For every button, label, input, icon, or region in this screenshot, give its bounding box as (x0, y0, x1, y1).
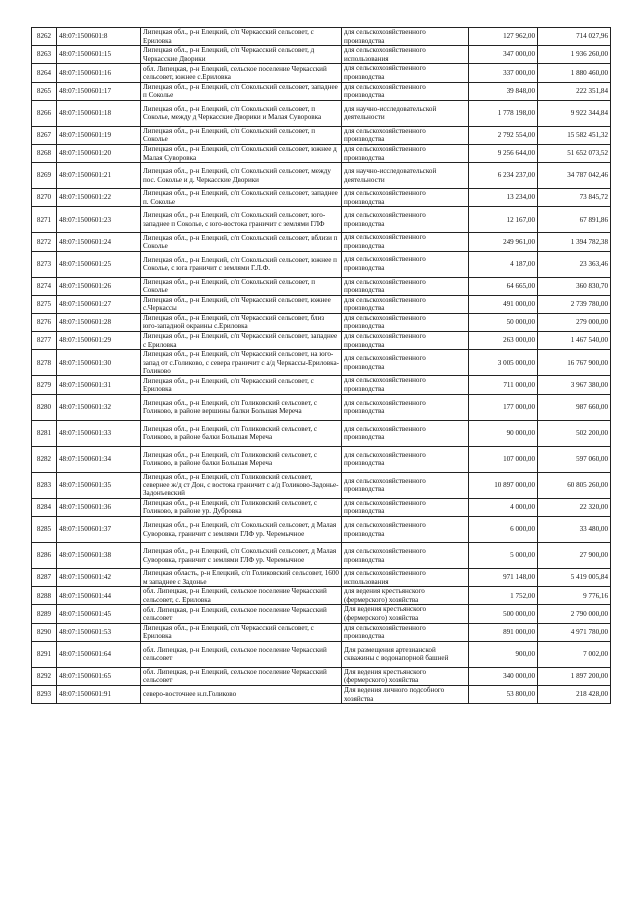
row-number-cell: 8262 (32, 28, 57, 46)
cadastral-value-cell: 1 897 200,00 (538, 667, 611, 685)
area-cell: 4 187,00 (469, 251, 538, 277)
table-row (32, 126, 611, 144)
land-use-cell: Для ведения крестьянского (фермерского) хозяйства (342, 605, 469, 623)
cadastral-value-cell: 1 467 540,00 (538, 332, 611, 350)
cadastral-number-cell: 48:07:1500601:21 (57, 163, 141, 189)
table-row (32, 420, 611, 446)
row-number-cell: 8287 (32, 569, 57, 587)
address-cell: Липецкая обл., р-н Елецкий, с/п Голиковский сельсовет, с Голиково, в районе вершины балки Большая Мереча (141, 394, 342, 420)
area-cell: 5 000,00 (469, 543, 538, 569)
row-number-cell: 8279 (32, 376, 57, 394)
row-number-cell: 8268 (32, 144, 57, 162)
area-cell: 177 000,00 (469, 394, 538, 420)
address-cell: Липецкая обл., р-н Елецкий, с/п Черкасский сельсовет, с Ериловка (141, 623, 342, 641)
table-body (32, 28, 611, 704)
address-cell: обл. Липецкая, р-н Елецкий, сельское поселение Черкасский сельсовет (141, 641, 342, 667)
area-cell: 90 000,00 (469, 420, 538, 446)
cadastral-number-cell: 48:07:1500601:25 (57, 251, 141, 277)
land-use-cell: для сельскохозяйственного производства (342, 350, 469, 376)
table-row (32, 472, 611, 498)
table-row (32, 350, 611, 376)
address-cell: Липецкая обл., р-н Елецкий, с/п Черкасский сельсовет, с Ериловка (141, 28, 342, 46)
row-number-cell: 8272 (32, 233, 57, 251)
address-cell: Липецкая обл., р-н Елецкий, с/п Черкасский сельсовет, на юго-запад от с.Голиково, с севера граничит с а/д Черкассы-Ериловка-Голиково (141, 350, 342, 376)
cadastral-value-cell: 714 027,96 (538, 28, 611, 46)
area-cell: 900,00 (469, 641, 538, 667)
land-use-cell: для сельскохозяйственного производства (342, 28, 469, 46)
row-number-cell: 8277 (32, 332, 57, 350)
cadastral-value-cell: 51 652 073,52 (538, 144, 611, 162)
cadastral-value-cell: 22 320,00 (538, 498, 611, 516)
land-use-cell: для сельскохозяйственного производства (342, 64, 469, 82)
row-number-cell: 8289 (32, 605, 57, 623)
table-row (32, 605, 611, 623)
address-cell: обл. Липецкая, р-н Елецкий, сельское поселение Черкасский сельсовет (141, 667, 342, 685)
table-row (32, 446, 611, 472)
row-number-cell: 8280 (32, 394, 57, 420)
cadastral-number-cell: 48:07:1500601:34 (57, 446, 141, 472)
row-number-cell: 8292 (32, 667, 57, 685)
row-number-cell: 8283 (32, 472, 57, 498)
row-number-cell: 8271 (32, 207, 57, 233)
cadastral-number-cell: 48:07:1500601:53 (57, 623, 141, 641)
cadastral-number-cell: 48:07:1500601:32 (57, 394, 141, 420)
row-number-cell: 8276 (32, 313, 57, 331)
cadastral-value-cell: 34 787 042,46 (538, 163, 611, 189)
cadastral-number-cell: 48:07:1500601:28 (57, 313, 141, 331)
cadastral-value-cell: 23 363,46 (538, 251, 611, 277)
land-use-cell: для сельскохозяйственного производства (342, 313, 469, 331)
area-cell: 1 752,00 (469, 587, 538, 605)
address-cell: обл. Липецкая, р-н Елецкий, сельское поселение Черкасский сельсовет, южнее с.Ериловка (141, 64, 342, 82)
cadastral-value-cell: 27 900,00 (538, 543, 611, 569)
row-number-cell: 8285 (32, 517, 57, 543)
address-cell: Липецкая обл., р-н Елецкий, с/п Черкасский сельсовет, близ юго-западной окраины с.Ериловка (141, 313, 342, 331)
cadastral-number-cell: 48:07:1500601:24 (57, 233, 141, 251)
cadastral-value-cell: 5 419 005,84 (538, 569, 611, 587)
area-cell: 6 234 237,00 (469, 163, 538, 189)
cadastral-value-cell: 60 805 260,00 (538, 472, 611, 498)
land-use-cell: для сельскохозяйственного производства (342, 189, 469, 207)
land-use-cell: для ведения крестьянского (фермерского) хозяйства (342, 587, 469, 605)
land-use-cell: для научно-исследовательской деятельности (342, 163, 469, 189)
table-row (32, 82, 611, 100)
cadastral-number-cell: 48:07:1500601:26 (57, 277, 141, 295)
row-number-cell: 8269 (32, 163, 57, 189)
address-cell: Липецкая обл., р-н Елецкий, с/п Голиковский сельсовет, севернее ж/д ст Дон, с востока граничит с а/д Голиково-Задонье-Задонъевский (141, 472, 342, 498)
cadastral-number-cell: 48:07:1500601:15 (57, 46, 141, 64)
address-cell: Липецкая обл., р-н Елецкий, с/п Черкасский сельсовет, западнее с Ериловка (141, 332, 342, 350)
address-cell: Липецкая обл., р-н Елецкий, с/п Сокольский сельсовет, западнее п. Соколье (141, 189, 342, 207)
cadastral-value-cell: 1 394 782,38 (538, 233, 611, 251)
land-use-cell: для сельскохозяйственного производства (342, 472, 469, 498)
area-cell: 13 234,00 (469, 189, 538, 207)
cadastral-number-cell: 48:07:1500601:17 (57, 82, 141, 100)
land-use-cell: для сельскохозяйственного производства (342, 623, 469, 641)
row-number-cell: 8275 (32, 295, 57, 313)
cadastral-number-cell: 48:07:1500601:65 (57, 667, 141, 685)
table-row (32, 686, 611, 704)
table-row (32, 313, 611, 331)
cadastral-value-cell: 3 967 380,00 (538, 376, 611, 394)
table-row (32, 394, 611, 420)
cadastral-value-cell: 1 936 260,00 (538, 46, 611, 64)
land-use-cell: Для ведения личного подсобного хозяйства (342, 686, 469, 704)
cadastral-value-cell: 15 582 451,32 (538, 126, 611, 144)
area-cell: 249 961,00 (469, 233, 538, 251)
land-use-cell: для сельскохозяйственного производства (342, 144, 469, 162)
address-cell: Липецкая обл., р-н Елецкий, с/п Сокольский сельсовет, п Соколье, между д Черкасские Дворики и Малая Суворовка (141, 100, 342, 126)
area-cell: 971 148,00 (469, 569, 538, 587)
table-row (32, 100, 611, 126)
area-cell: 347 000,00 (469, 46, 538, 64)
table-row (32, 376, 611, 394)
address-cell: Липецкая обл., р-н Елецкий, с/п Черкасский сельсовет, с Ериловка (141, 376, 342, 394)
cadastral-value-cell: 502 200,00 (538, 420, 611, 446)
cadastral-number-cell: 48:07:1500601:33 (57, 420, 141, 446)
row-number-cell: 8274 (32, 277, 57, 295)
address-cell: Липецкая обл., р-н Елецкий, с/п Черкасский сельсовет, южнее с.Черкассы (141, 295, 342, 313)
row-number-cell: 8273 (32, 251, 57, 277)
row-number-cell: 8288 (32, 587, 57, 605)
cadastral-value-cell: 73 845,72 (538, 189, 611, 207)
cadastral-value-cell: 279 000,00 (538, 313, 611, 331)
area-cell: 337 000,00 (469, 64, 538, 82)
table-row (32, 332, 611, 350)
cadastral-value-cell: 1 880 460,00 (538, 64, 611, 82)
cadastral-value-cell: 987 660,00 (538, 394, 611, 420)
cadastral-value-cell: 9 922 344,84 (538, 100, 611, 126)
area-cell: 3 005 000,00 (469, 350, 538, 376)
cadastral-value-cell: 597 060,00 (538, 446, 611, 472)
table-row (32, 295, 611, 313)
cadastral-value-cell: 2 790 000,00 (538, 605, 611, 623)
table-row (32, 543, 611, 569)
table-row (32, 207, 611, 233)
table-row (32, 189, 611, 207)
land-use-cell: Для ведения крестьянского (фермерского) хозяйства (342, 667, 469, 685)
cadastral-number-cell: 48:07:1500601:44 (57, 587, 141, 605)
area-cell: 50 000,00 (469, 313, 538, 331)
area-cell: 10 897 000,00 (469, 472, 538, 498)
row-number-cell: 8263 (32, 46, 57, 64)
address-cell: Липецкая обл., р-н Елецкий, с/п Сокольский сельсовет, д Малая Суворовка, граничит с землями ГЛФ ур. Черемычное (141, 543, 342, 569)
table-row (32, 517, 611, 543)
address-cell: Липецкая обл., р-н Елецкий, с/п Голиковский сельсовет, с Голиково, в районе ур. Дубровка (141, 498, 342, 516)
table-row (32, 233, 611, 251)
land-use-cell: для сельскохозяйственного использования (342, 46, 469, 64)
area-cell: 4 000,00 (469, 498, 538, 516)
table-row (32, 46, 611, 64)
cadastral-value-cell: 33 480,00 (538, 517, 611, 543)
address-cell: обл. Липецкая, р-н Елецкий, сельское поселение Черкасский сельсовет, с. Ериловка (141, 587, 342, 605)
area-cell: 107 000,00 (469, 446, 538, 472)
land-use-cell: для научно-исследовательской деятельности (342, 100, 469, 126)
address-cell: Липецкая обл., р-н Елецкий, с/п Сокольский сельсовет, западнее п Соколье (141, 82, 342, 100)
cadastral-number-cell: 48:07:1500601:8 (57, 28, 141, 46)
row-number-cell: 8278 (32, 350, 57, 376)
cadastral-value-cell: 9 776,16 (538, 587, 611, 605)
land-use-cell: для сельскохозяйственного производства (342, 394, 469, 420)
cadastral-number-cell: 48:07:1500601:19 (57, 126, 141, 144)
table-row (32, 163, 611, 189)
cadastral-number-cell: 48:07:1500601:45 (57, 605, 141, 623)
address-cell: Липецкая обл., р-н Елецкий, с/п Сокольский сельсовет, юго-западнее п Соколье, с юго-востока граничит с землями ГЛФ (141, 207, 342, 233)
address-cell: обл. Липецкая, р-н Елецкий, сельское поселение Черкасский сельсовет (141, 605, 342, 623)
row-number-cell: 8284 (32, 498, 57, 516)
table-row (32, 587, 611, 605)
cadastral-number-cell: 48:07:1500601:20 (57, 144, 141, 162)
cadastral-number-cell: 48:07:1500601:29 (57, 332, 141, 350)
table-row (32, 641, 611, 667)
land-use-cell: для сельскохозяйственного производства (342, 126, 469, 144)
cadastral-number-cell: 48:07:1500601:91 (57, 686, 141, 704)
cadastral-number-cell: 48:07:1500601:18 (57, 100, 141, 126)
land-use-cell: Для размещения артезианской скважины с водонапорной башней (342, 641, 469, 667)
table-row (32, 569, 611, 587)
cadastral-value-cell: 67 891,86 (538, 207, 611, 233)
row-number-cell: 8282 (32, 446, 57, 472)
land-use-cell: для сельскохозяйственного производства (342, 82, 469, 100)
address-cell: Липецкая обл., р-н Елецкий, с/п Сокольский сельсовет, вблизи п Соколье (141, 233, 342, 251)
address-cell: северо-восточнее н.п.Голиково (141, 686, 342, 704)
address-cell: Липецкая обл., р-н Елецкий, с/п Голиковский сельсовет, с Голиково, в районе балки Большая Мереча (141, 420, 342, 446)
cadastral-value-cell: 218 428,00 (538, 686, 611, 704)
row-number-cell: 8264 (32, 64, 57, 82)
area-cell: 1 778 198,00 (469, 100, 538, 126)
row-number-cell: 8270 (32, 189, 57, 207)
land-use-cell: для сельскохозяйственного производства (342, 420, 469, 446)
address-cell: Липецкая обл., р-н Елецкий, с/п Голиковский сельсовет, с Голиково, в районе балки Большая Мереча (141, 446, 342, 472)
land-use-cell: для сельскохозяйственного производства (342, 446, 469, 472)
row-number-cell: 8293 (32, 686, 57, 704)
cadastral-number-cell: 48:07:1500601:22 (57, 189, 141, 207)
address-cell: Липецкая обл., р-н Елецкий, с/п Сокольский сельсовет, п Соколье (141, 277, 342, 295)
land-use-cell: для сельскохозяйственного производства (342, 376, 469, 394)
land-use-cell: для сельскохозяйственного производства (342, 233, 469, 251)
land-use-cell: для сельскохозяйственного производства (342, 295, 469, 313)
area-cell: 12 167,00 (469, 207, 538, 233)
land-use-cell: для сельскохозяйственного производства (342, 251, 469, 277)
cadastral-value-cell: 222 351,84 (538, 82, 611, 100)
area-cell: 64 665,00 (469, 277, 538, 295)
area-cell: 39 848,00 (469, 82, 538, 100)
cadastral-number-cell: 48:07:1500601:16 (57, 64, 141, 82)
table-row (32, 498, 611, 516)
address-cell: Липецкая обл., р-н Елецкий, с/п Сокольский сельсовет, п Соколье (141, 126, 342, 144)
cadastral-number-cell: 48:07:1500601:37 (57, 517, 141, 543)
cadastral-number-cell: 48:07:1500601:38 (57, 543, 141, 569)
cadastral-number-cell: 48:07:1500601:31 (57, 376, 141, 394)
cadastral-value-cell: 7 002,00 (538, 641, 611, 667)
cadastral-table (31, 27, 611, 704)
address-cell: Липецкая обл., р-н Елецкий, с/п Сокольский сельсовет, южнее п Соколье, с юга граничит с землями Г.Л.Ф. (141, 251, 342, 277)
area-cell: 891 000,00 (469, 623, 538, 641)
area-cell: 2 792 554,00 (469, 126, 538, 144)
row-number-cell: 8291 (32, 641, 57, 667)
area-cell: 711 000,00 (469, 376, 538, 394)
cadastral-number-cell: 48:07:1500601:42 (57, 569, 141, 587)
address-cell: Липецкая область, р-н Елецкий, с/п Голиковский сельсовет, 1600 м западнее с Задонье (141, 569, 342, 587)
area-cell: 9 256 644,00 (469, 144, 538, 162)
area-cell: 500 000,00 (469, 605, 538, 623)
table-row (32, 144, 611, 162)
row-number-cell: 8290 (32, 623, 57, 641)
table-row (32, 667, 611, 685)
row-number-cell: 8267 (32, 126, 57, 144)
cadastral-number-cell: 48:07:1500601:36 (57, 498, 141, 516)
cadastral-number-cell: 48:07:1500601:27 (57, 295, 141, 313)
area-cell: 127 962,00 (469, 28, 538, 46)
land-use-cell: для сельскохозяйственного производства (342, 517, 469, 543)
area-cell: 263 000,00 (469, 332, 538, 350)
cadastral-value-cell: 16 767 900,00 (538, 350, 611, 376)
area-cell: 340 000,00 (469, 667, 538, 685)
row-number-cell: 8286 (32, 543, 57, 569)
row-number-cell: 8266 (32, 100, 57, 126)
land-use-cell: для сельскохозяйственного производства (342, 207, 469, 233)
area-cell: 491 000,00 (469, 295, 538, 313)
table-row (32, 251, 611, 277)
cadastral-number-cell: 48:07:1500601:35 (57, 472, 141, 498)
address-cell: Липецкая обл., р-н Елецкий, с/п Сокольский сельсовет, между пос. Соколье и д. Черкасские Дворики (141, 163, 342, 189)
cadastral-value-cell: 4 971 780,00 (538, 623, 611, 641)
area-cell: 6 000,00 (469, 517, 538, 543)
land-use-cell: для сельскохозяйственного производства (342, 498, 469, 516)
table-row (32, 28, 611, 46)
table-row (32, 64, 611, 82)
address-cell: Липецкая обл., р-н Елецкий, с/п Сокольский сельсовет, д Малая Суворовка, граничит с землями ГЛФ ур. Черемычное (141, 517, 342, 543)
land-use-cell: для сельскохозяйственного производства (342, 543, 469, 569)
cadastral-value-cell: 360 830,70 (538, 277, 611, 295)
address-cell: Липецкая обл., р-н Елецкий, с/п Сокольский сельсовет, южнее д Малая Суворовка (141, 144, 342, 162)
address-cell: Липецкая обл., р-н Елецкий, с/п Черкасский сельсовет, д Черкасские Дворики (141, 46, 342, 64)
area-cell: 53 800,00 (469, 686, 538, 704)
row-number-cell: 8281 (32, 420, 57, 446)
cadastral-number-cell: 48:07:1500601:64 (57, 641, 141, 667)
cadastral-value-cell: 2 739 780,00 (538, 295, 611, 313)
table-row (32, 623, 611, 641)
land-use-cell: для сельскохозяйственного производства (342, 277, 469, 295)
table-row (32, 277, 611, 295)
cadastral-number-cell: 48:07:1500601:30 (57, 350, 141, 376)
cadastral-number-cell: 48:07:1500601:23 (57, 207, 141, 233)
row-number-cell: 8265 (32, 82, 57, 100)
land-use-cell: для сельскохозяйственного производства (342, 332, 469, 350)
land-use-cell: для сельскохозяйственного использования (342, 569, 469, 587)
